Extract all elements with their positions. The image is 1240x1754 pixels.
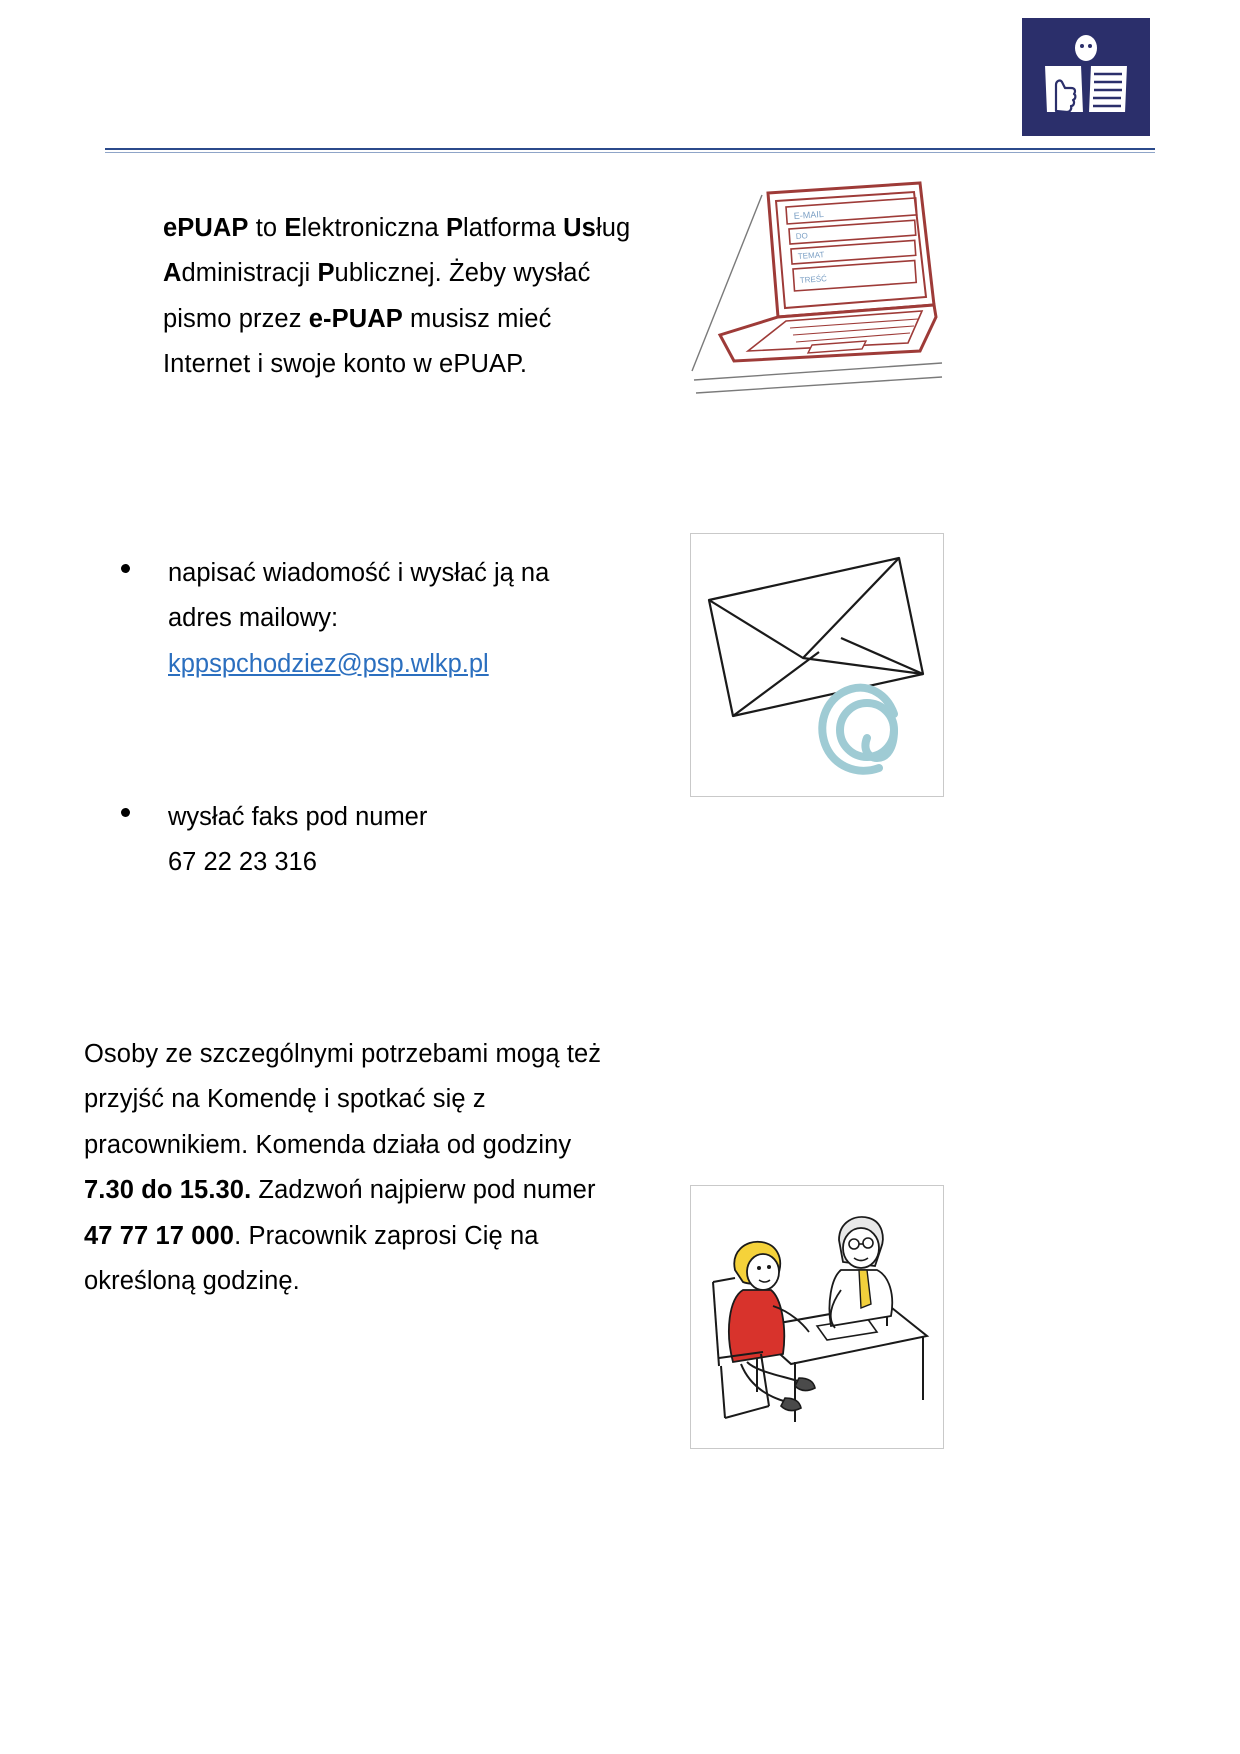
header-divider xyxy=(105,148,1155,150)
svg-text:TEMAT: TEMAT xyxy=(797,250,825,261)
bullet-item-fax xyxy=(121,795,621,886)
bullet-item-email xyxy=(121,551,621,687)
easy-to-read-book-thumbsup-icon xyxy=(1038,33,1134,121)
svg-text:TREŚĆ: TREŚĆ xyxy=(799,274,828,285)
envelope-at-sign-illustration xyxy=(691,534,941,794)
svg-text:DO: DO xyxy=(795,231,809,241)
easy-to-read-logo xyxy=(1022,18,1150,136)
fax-number: 67 22 23 316 xyxy=(168,848,317,877)
laptop-email-figure xyxy=(690,165,946,415)
laptop-email-form-illustration xyxy=(690,165,946,415)
bullet-email-line1: napisać wiadomość i wysłać ją na xyxy=(168,559,550,587)
bullet-email-line2: adres mailowy: xyxy=(168,604,339,633)
special-needs-paragraph xyxy=(84,1032,604,1304)
bullet-dot-icon xyxy=(121,564,130,573)
header-divider-secondary xyxy=(105,152,1155,153)
bullet-email-text xyxy=(168,551,618,687)
bullet-fax-text xyxy=(168,795,618,886)
bullet-fax-line1: wysłać faks pod numer xyxy=(168,803,428,831)
clerk-client-figure xyxy=(690,1185,944,1449)
bullet-dot-icon xyxy=(121,808,130,817)
email-address-link[interactable]: kppspchodziez@psp.wlkp.pl xyxy=(168,649,489,678)
envelope-figure xyxy=(690,533,944,797)
clerk-and-client-at-desk-illustration xyxy=(691,1186,941,1446)
svg-text:E-MAIL: E-MAIL xyxy=(793,208,825,221)
special-needs-paragraph-text: Osoby ze szczególnymi potrzebami mogą też przyjść na Komendę i spotkać się z pracownikiem. Komenda działa od godziny 7.30 do 15.30. Zadzwoń najpierw pod numer 47 77 17 000. Pracownik zaprosi Cię na określoną godzinę. xyxy=(84,1040,602,1295)
epuap-paragraph xyxy=(163,206,633,388)
epuap-paragraph-text: ePUAP to Elektroniczna Platforma Usług Administracji Publicznej. Żeby wysłać pismo przez e-PUAP musisz mieć Internet i swoje konto w ePUAP. xyxy=(163,214,631,379)
